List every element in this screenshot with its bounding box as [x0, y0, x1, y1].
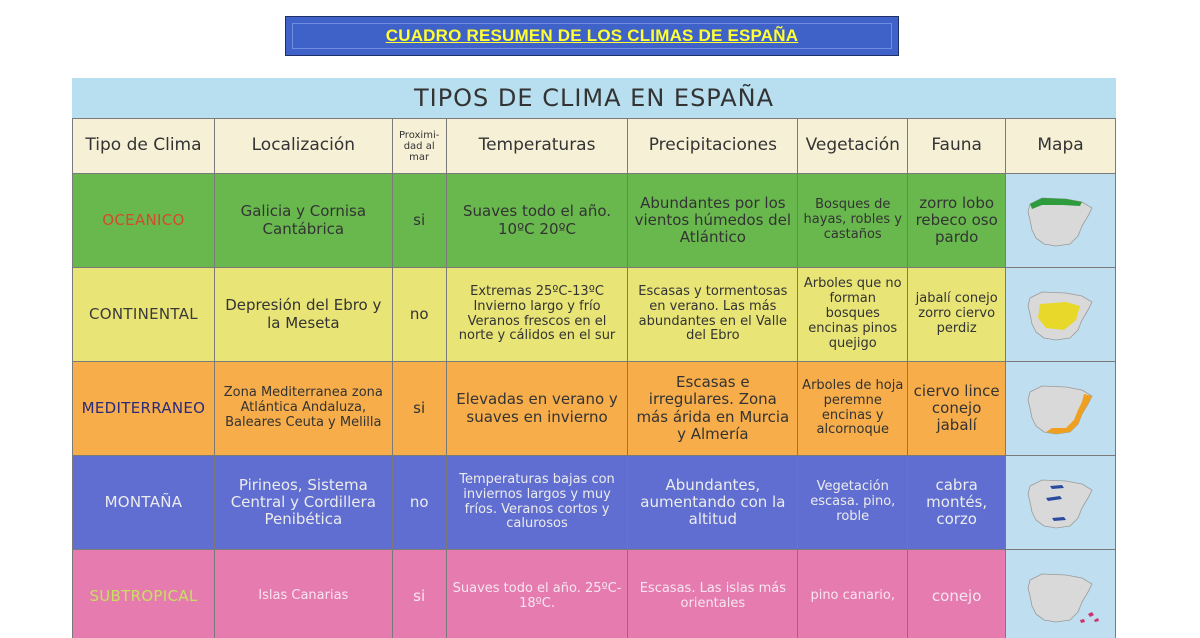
spain-map-icon — [1022, 378, 1100, 440]
precipitation-cell: Abundantes por los vientos húmedos del Atlántico — [628, 174, 798, 268]
temperature-cell: Extremas 25ºC-13ºC Invierno largo y frío Veranos frescos en el norte y cálidos en el sur — [446, 268, 628, 362]
fauna-cell: ciervo lince conejo jabalí — [908, 362, 1006, 456]
climate-name: MEDITERRANEO — [73, 362, 215, 456]
location-cell: Pirineos, Sistema Central y Cordillera Penibética — [214, 456, 392, 550]
table-row-oceanico — [73, 174, 1116, 268]
header-fauna: Fauna — [908, 119, 1006, 174]
spain-map-icon — [1022, 566, 1100, 628]
location-cell: Zona Mediterranea zona Atlántica Andaluza, Baleares Ceuta y Melilla — [214, 362, 392, 456]
climate-table-image — [72, 78, 1116, 638]
header-mapa: Mapa — [1006, 119, 1116, 174]
title-banner — [285, 16, 899, 56]
climate-name: OCEANICO — [73, 174, 215, 268]
temperature-cell: Temperaturas bajas con inviernos largos y muy fríos. Veranos cortos y calurosos — [446, 456, 628, 550]
spain-map-montana — [1022, 472, 1100, 534]
vegetation-cell: Arboles que no forman bosques encinas pinos quejigo — [798, 268, 908, 362]
fauna-cell: conejo — [908, 550, 1006, 638]
spain-map-icon — [1022, 190, 1100, 252]
precipitation-cell: Abundantes, aumentando con la altitud — [628, 456, 798, 550]
climate-name: SUBTROPICAL — [73, 550, 215, 638]
header-proximidad-mar: Proximi-dad al mar — [392, 119, 446, 174]
header-localizacion: Localización — [214, 119, 392, 174]
sea-cell: no — [392, 456, 446, 550]
map-cell — [1006, 268, 1116, 362]
fauna-cell: jabalí conejo zorro ciervo perdiz — [908, 268, 1006, 362]
location-cell: Galicia y Cornisa Cantábrica — [214, 174, 392, 268]
sea-cell: si — [392, 550, 446, 638]
fauna-cell: zorro lobo rebeco oso pardo — [908, 174, 1006, 268]
vegetation-cell: Vegetación escasa. pino, roble — [798, 456, 908, 550]
table-header-row — [73, 119, 1116, 174]
precipitation-cell: Escasas e irregulares. Zona más árida en Murcia y Almería — [628, 362, 798, 456]
spain-map-icon — [1022, 284, 1100, 346]
banner-title: CUADRO RESUMEN DE LOS CLIMAS DE ESPAÑA — [386, 26, 798, 46]
map-cell — [1006, 550, 1116, 638]
header-vegetacion: Vegetación — [798, 119, 908, 174]
climate-region-highlight — [1080, 612, 1099, 623]
table-title: TIPOS DE CLIMA EN ESPAÑA — [72, 78, 1116, 118]
sea-cell: no — [392, 268, 446, 362]
table-row-mediterraneo — [73, 362, 1116, 456]
vegetation-cell: pino canario, — [798, 550, 908, 638]
header-temperaturas: Temperaturas — [446, 119, 628, 174]
fauna-cell: cabra montés, corzo — [908, 456, 1006, 550]
temperature-cell: Elevadas en verano y suaves en invierno — [446, 362, 628, 456]
climate-table — [72, 118, 1116, 638]
header-tipo-clima: Tipo de Clima — [73, 119, 215, 174]
table-row-montana — [73, 456, 1116, 550]
spain-map-oceanico — [1022, 190, 1100, 252]
spain-map-icon — [1022, 472, 1100, 534]
sea-cell: si — [392, 174, 446, 268]
map-cell — [1006, 174, 1116, 268]
map-cell — [1006, 362, 1116, 456]
spain-map-continental — [1022, 284, 1100, 346]
location-cell: Islas Canarias — [214, 550, 392, 638]
vegetation-cell: Bosques de hayas, robles y castaños — [798, 174, 908, 268]
peninsula-outline — [1028, 574, 1092, 622]
sea-cell: si — [392, 362, 446, 456]
precipitation-cell: Escasas y tormentosas en verano. Las más abundantes en el Valle del Ebro — [628, 268, 798, 362]
climate-name: MONTAÑA — [73, 456, 215, 550]
table-row-continental — [73, 268, 1116, 362]
temperature-cell: Suaves todo el año. 10ºC 20ºC — [446, 174, 628, 268]
spain-map-mediterraneo — [1022, 378, 1100, 440]
climate-name: CONTINENTAL — [73, 268, 215, 362]
precipitation-cell: Escasas. Las islas más orientales — [628, 550, 798, 638]
table-row-subtropical — [73, 550, 1116, 638]
vegetation-cell: Arboles de hoja peremne encinas y alcornoque — [798, 362, 908, 456]
header-precipitaciones: Precipitaciones — [628, 119, 798, 174]
map-cell — [1006, 456, 1116, 550]
spain-map-subtropical — [1022, 566, 1100, 628]
location-cell: Depresión del Ebro y la Meseta — [214, 268, 392, 362]
temperature-cell: Suaves todo el año. 25ºC-18ºC. — [446, 550, 628, 638]
